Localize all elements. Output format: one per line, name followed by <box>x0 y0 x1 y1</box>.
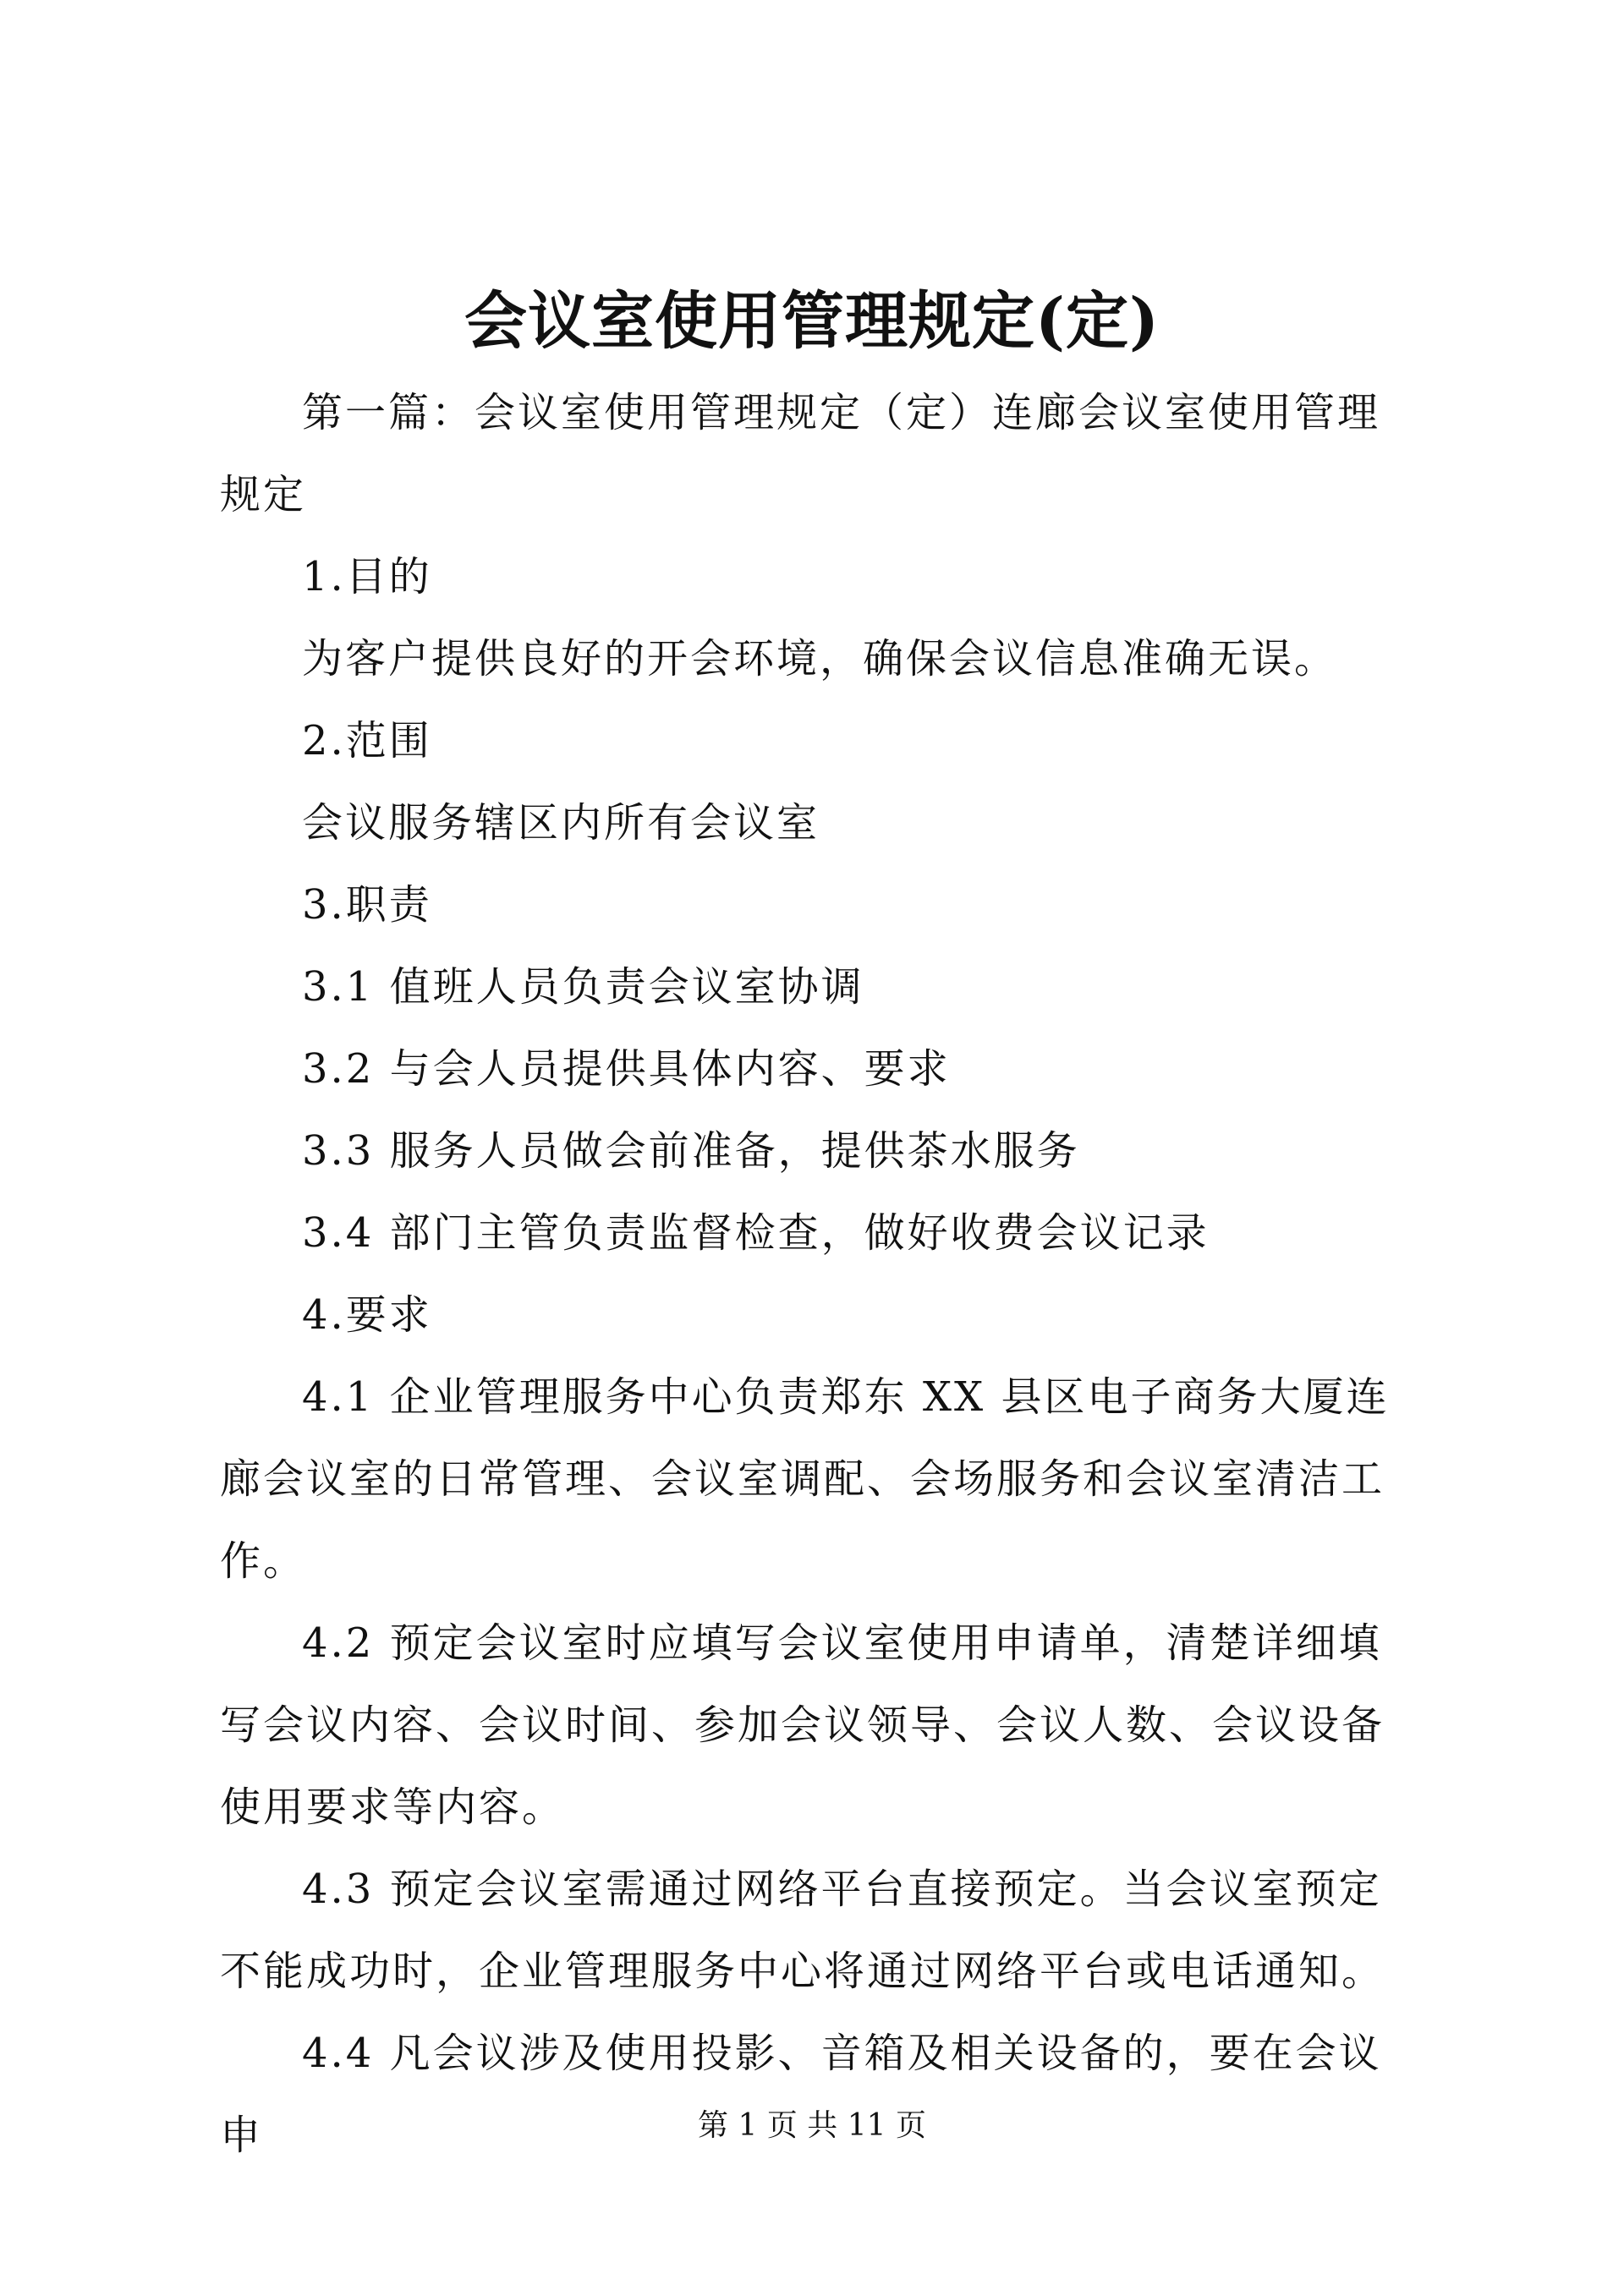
list-item: 4.1 企业管理服务中心负责郑东 XX 县区电子商务大厦连廊会议室的日常管理、会议室调配、会场服务和会议室清洁工作。 <box>220 1373 1390 1585</box>
list-item: 3.2 与会人员提供具体内容、要求 <box>302 1045 951 1093</box>
section-heading: 3.职责 <box>302 881 432 929</box>
document-title: 会议室使用管理规定(定) <box>464 285 1160 358</box>
list-item: 4.4 凡会议涉及使用投影、音箱及相关设备的，要在会议申 <box>220 2030 1382 2159</box>
paragraph: 会议服务辖区内所有会议室 <box>302 799 820 847</box>
list-item: 4.3 预定会议室需通过网络平台直接预定。当会议室预定不能成功时，企业管理服务中心将通过网络平台或电话通知。 <box>220 1866 1385 1995</box>
section-heading: 4.要求 <box>302 1291 432 1339</box>
document-body <box>220 372 1421 2177</box>
paragraph: 为客户提供良好的开会环境，确保会议信息准确无误。 <box>302 635 1338 682</box>
section-heading: 2.范围 <box>302 717 432 764</box>
section-heading: 1.目的 <box>302 553 432 600</box>
list-item: 3.3 服务人员做会前准备，提供茶水服务 <box>302 1127 1080 1175</box>
paragraph: 第一篇：会议室使用管理规定（定）连廊会议室使用管理规定 <box>220 389 1381 518</box>
page-footer: 第 1 页 共 11 页 <box>698 2108 926 2143</box>
list-item: 3.4 部门主管负责监督检查，做好收费会议记录 <box>302 1209 1210 1257</box>
list-item: 3.1 值班人员负责会议室协调 <box>302 963 864 1011</box>
list-item: 4.2 预定会议室时应填写会议室使用申请单，清楚详细填写会议内容、会议时间、参加会议领导、会议人数、会议设备使用要求等内容。 <box>220 1619 1385 1831</box>
